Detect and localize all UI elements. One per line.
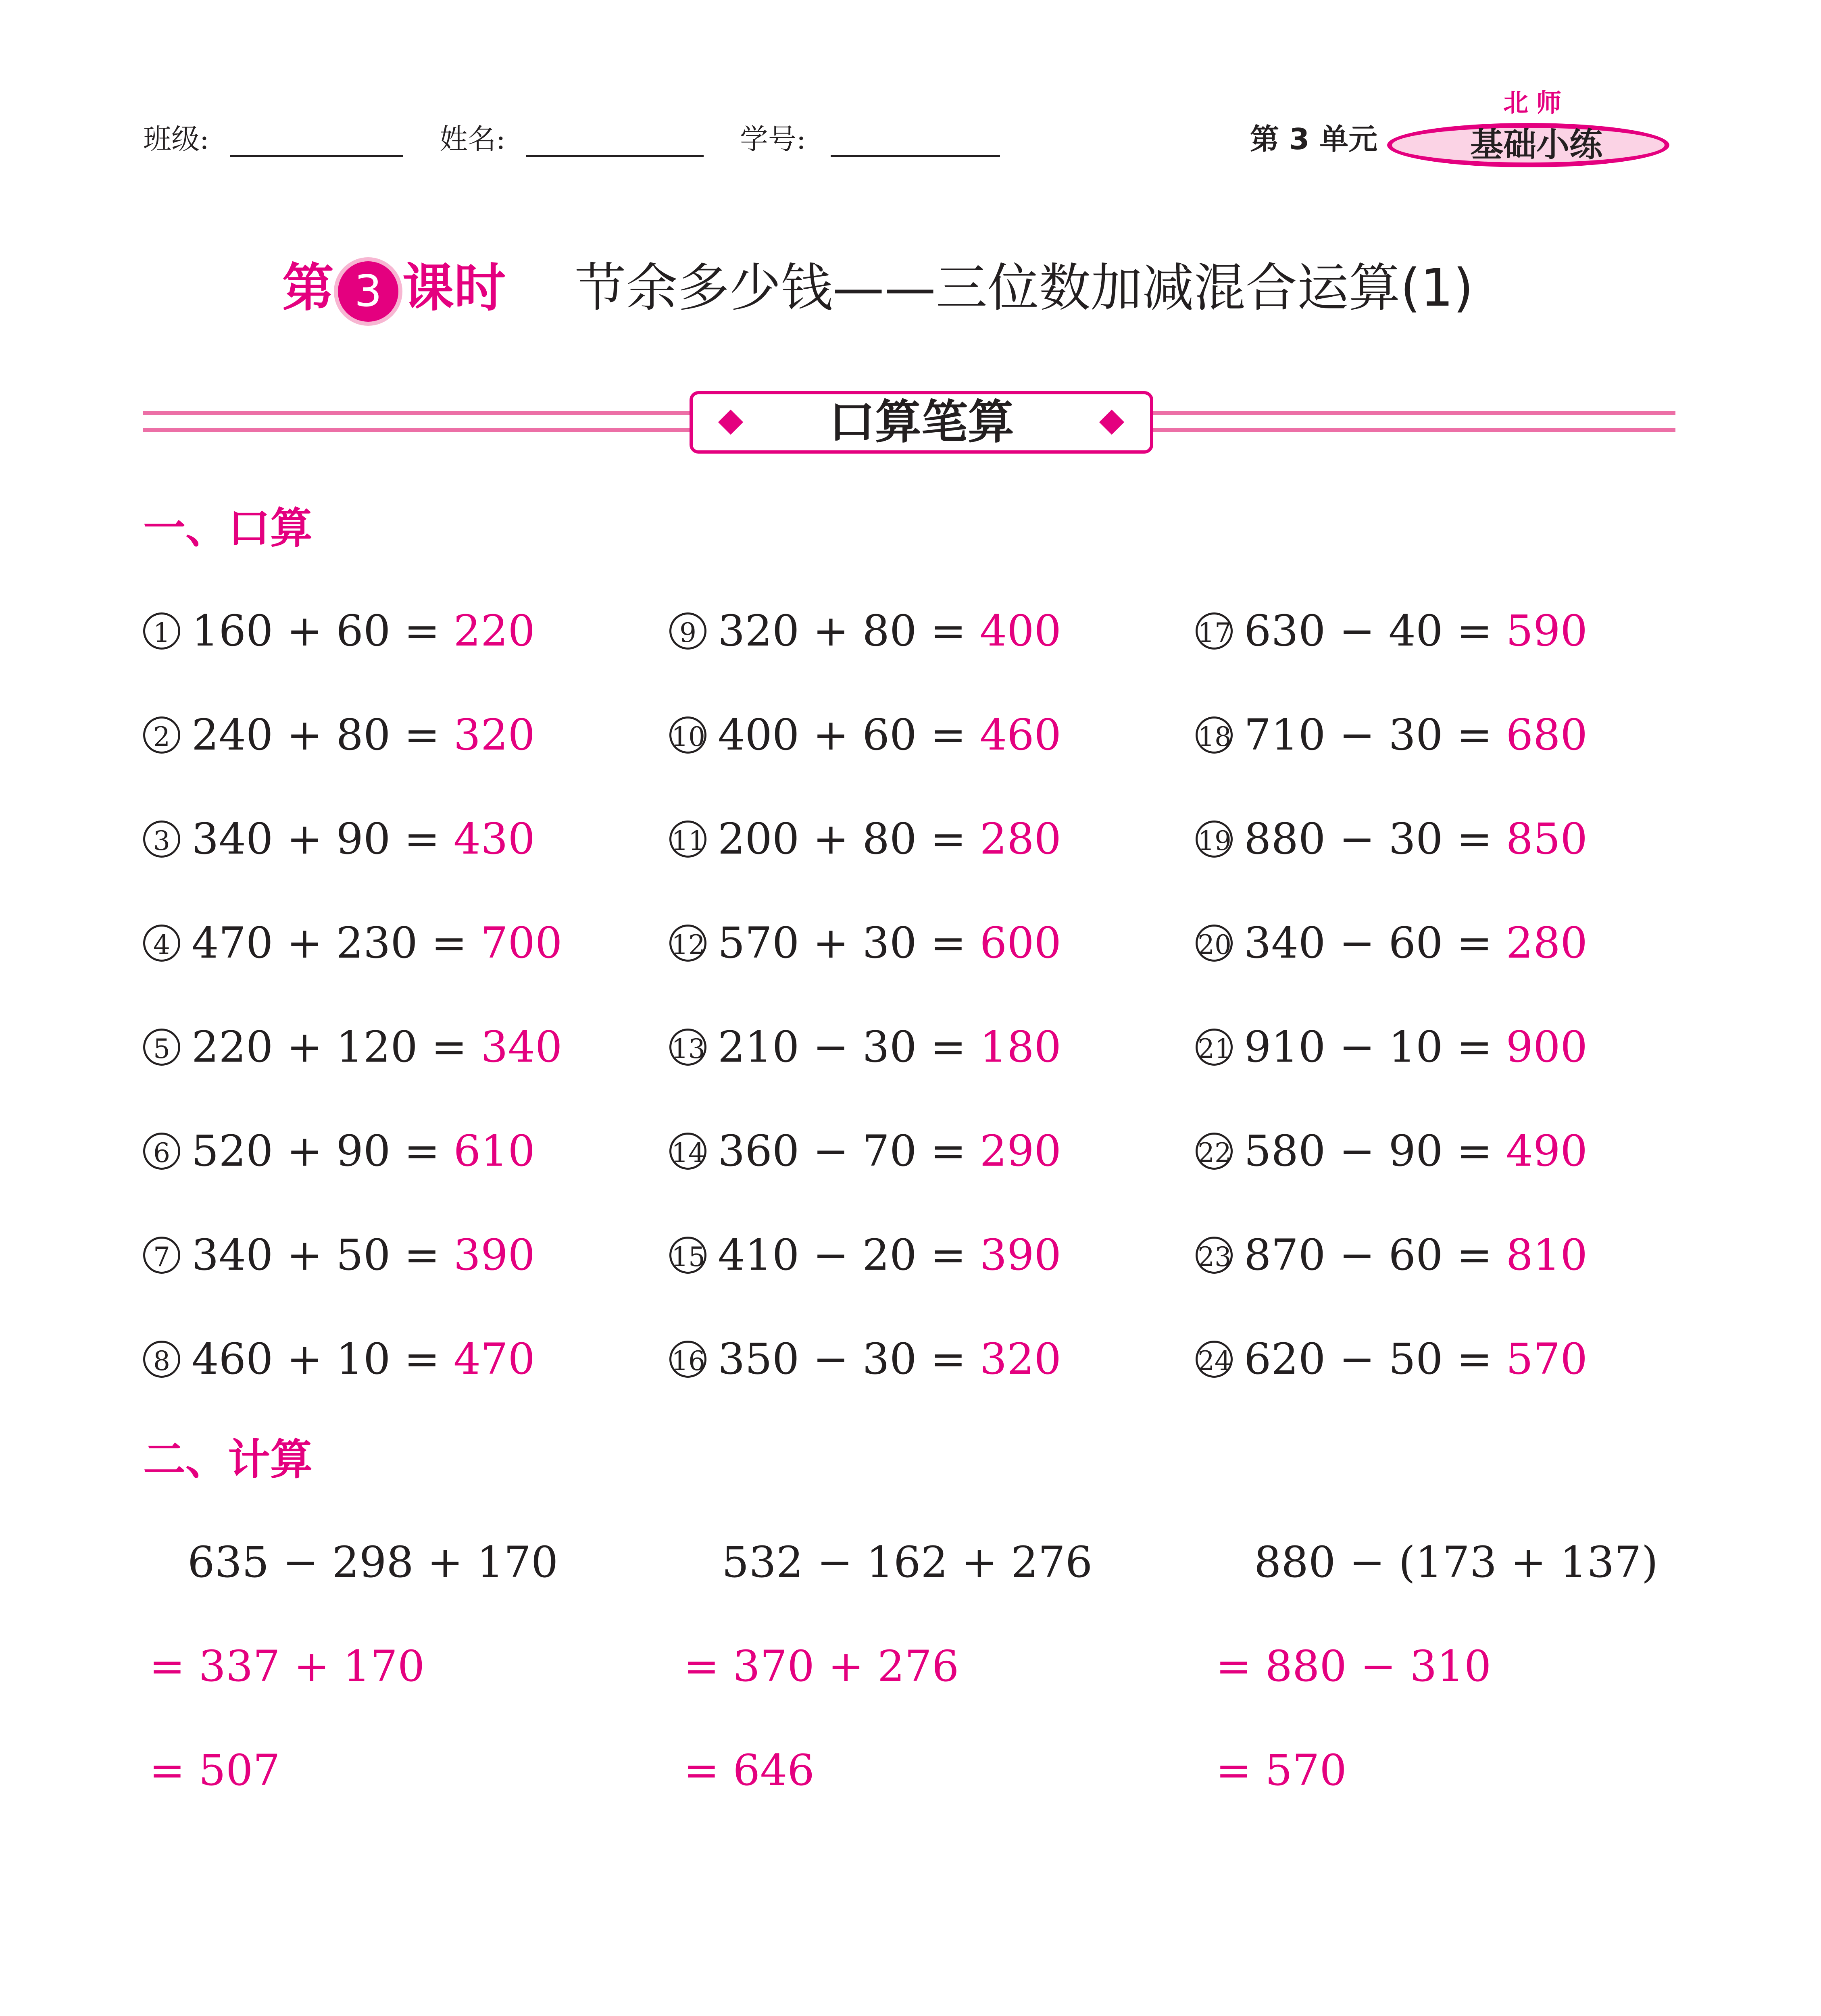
mental-item xyxy=(143,1333,535,1385)
item-expression: 320 + 80 = xyxy=(718,606,966,656)
item-expression: 340 − 60 = xyxy=(1244,918,1492,968)
item-expression: 160 + 60 = xyxy=(192,606,440,656)
mental-item xyxy=(143,1021,562,1073)
item-expression: 200 + 80 = xyxy=(718,814,966,864)
item-answer: 610 xyxy=(453,1126,535,1176)
page-title xyxy=(282,252,1473,325)
mental-item xyxy=(669,1333,1061,1385)
item-number: 10 xyxy=(669,716,706,754)
item-number: 24 xyxy=(1196,1341,1233,1378)
item-expression: 340 + 50 = xyxy=(192,1230,440,1280)
item-number: 8 xyxy=(143,1341,180,1378)
item-expression: 400 + 60 = xyxy=(718,710,966,760)
item-answer: 600 xyxy=(979,918,1061,968)
lesson-suffix: 课时 xyxy=(402,258,506,318)
brand-name: 基础小练 xyxy=(1470,126,1602,164)
item-number: 4 xyxy=(143,925,180,962)
mental-item xyxy=(1196,709,1588,761)
item-expression: 710 − 30 = xyxy=(1244,710,1492,760)
item-number: 3 xyxy=(143,821,180,858)
item-number: 17 xyxy=(1196,612,1233,650)
item-number: 2 xyxy=(143,716,180,754)
student-id-field[interactable] xyxy=(831,155,1000,157)
mental-item xyxy=(1196,1021,1588,1073)
item-answer: 220 xyxy=(453,606,535,656)
mental-item xyxy=(143,1125,535,1177)
item-expression: 210 − 30 = xyxy=(718,1022,966,1072)
item-answer: 430 xyxy=(453,814,535,864)
calc-expression: 880 − (173 + 137) xyxy=(1254,1537,1658,1587)
item-answer: 590 xyxy=(1506,606,1588,656)
item-answer: 490 xyxy=(1506,1126,1588,1176)
item-expression: 630 − 40 = xyxy=(1244,606,1492,656)
item-number: 14 xyxy=(669,1133,706,1170)
item-number: 16 xyxy=(669,1341,706,1378)
item-answer: 850 xyxy=(1506,814,1588,864)
calc-step: = 370 + 276 xyxy=(683,1641,959,1691)
calc-result: = 646 xyxy=(683,1745,815,1795)
mental-item xyxy=(1196,1125,1588,1177)
mental-item xyxy=(669,709,1061,761)
item-number: 13 xyxy=(669,1029,706,1066)
mental-item xyxy=(1196,917,1588,969)
item-number: 6 xyxy=(143,1133,180,1170)
item-number: 5 xyxy=(143,1029,180,1066)
item-expression: 470 + 230 = xyxy=(192,918,467,968)
item-number: 1 xyxy=(143,612,180,650)
item-answer: 320 xyxy=(979,1334,1061,1384)
mental-item xyxy=(143,1229,535,1281)
item-expression: 220 + 120 = xyxy=(192,1022,467,1072)
item-answer: 320 xyxy=(453,710,535,760)
mental-item xyxy=(1196,1333,1588,1385)
item-answer: 900 xyxy=(1506,1022,1588,1072)
calc-expression: 532 − 162 + 276 xyxy=(722,1537,1093,1587)
brand-top-text: 北师 xyxy=(1503,88,1569,117)
item-answer: 700 xyxy=(481,918,563,968)
item-answer: 570 xyxy=(1506,1334,1588,1384)
mental-item xyxy=(669,1021,1061,1073)
item-answer: 280 xyxy=(979,814,1061,864)
item-answer: 460 xyxy=(979,710,1061,760)
item-expression: 410 − 20 = xyxy=(718,1230,966,1280)
mental-item xyxy=(143,709,535,761)
item-answer: 340 xyxy=(481,1022,563,1072)
item-number: 20 xyxy=(1196,925,1233,962)
item-number: 11 xyxy=(669,821,706,858)
mental-item xyxy=(669,605,1061,657)
item-answer: 400 xyxy=(979,606,1061,656)
calc-result: = 570 xyxy=(1216,1745,1347,1795)
section2-heading: 二、计算 xyxy=(143,1435,313,1484)
unit-label: 第 3 单元 xyxy=(1250,122,1378,156)
class-field[interactable] xyxy=(230,155,403,157)
item-answer: 290 xyxy=(979,1126,1061,1176)
item-answer: 180 xyxy=(979,1022,1061,1072)
lesson-prefix: 第 xyxy=(282,258,334,318)
calc-expression: 635 − 298 + 170 xyxy=(188,1537,558,1587)
lesson-number-badge: 3 xyxy=(338,261,398,322)
item-number: 15 xyxy=(669,1237,706,1274)
class-label: 班级: xyxy=(143,123,209,156)
item-expression: 350 − 30 = xyxy=(718,1334,966,1384)
item-answer: 390 xyxy=(453,1230,535,1280)
item-expression: 340 + 90 = xyxy=(192,814,440,864)
calc-result: = 507 xyxy=(149,1745,280,1795)
item-answer: 390 xyxy=(979,1230,1061,1280)
item-expression: 620 − 50 = xyxy=(1244,1334,1492,1384)
item-expression: 240 + 80 = xyxy=(192,710,440,760)
item-answer: 810 xyxy=(1506,1230,1588,1280)
calc-step: = 880 − 310 xyxy=(1216,1641,1492,1691)
mental-item xyxy=(1196,813,1588,865)
lesson-topic: 节余多少钱——三位数加减混合运算(1) xyxy=(574,258,1474,318)
item-number: 7 xyxy=(143,1237,180,1274)
item-number: 12 xyxy=(669,925,706,962)
banner-title: 口算笔算 xyxy=(828,395,1014,449)
mental-item xyxy=(143,605,535,657)
item-number: 18 xyxy=(1196,716,1233,754)
item-answer: 680 xyxy=(1506,710,1588,760)
item-expression: 460 + 10 = xyxy=(192,1334,440,1384)
item-expression: 360 − 70 = xyxy=(718,1126,966,1176)
item-expression: 580 − 90 = xyxy=(1244,1126,1492,1176)
item-number: 9 xyxy=(669,612,706,650)
item-answer: 470 xyxy=(453,1334,535,1384)
mental-item xyxy=(1196,605,1588,657)
mental-item xyxy=(143,813,535,865)
item-expression: 910 − 10 = xyxy=(1244,1022,1492,1072)
mental-item xyxy=(669,813,1061,865)
item-expression: 570 + 30 = xyxy=(718,918,966,968)
name-label: 姓名: xyxy=(440,123,506,156)
mental-item xyxy=(669,1229,1061,1281)
item-number: 23 xyxy=(1196,1237,1233,1274)
mental-item xyxy=(669,1125,1061,1177)
item-answer: 280 xyxy=(1506,918,1588,968)
mental-item xyxy=(143,917,562,969)
item-number: 19 xyxy=(1196,821,1233,858)
calc-step: = 337 + 170 xyxy=(149,1641,425,1691)
mental-item xyxy=(1196,1229,1588,1281)
section1-heading: 一、口算 xyxy=(143,504,313,553)
item-number: 22 xyxy=(1196,1133,1233,1170)
mental-item xyxy=(669,917,1061,969)
item-number: 21 xyxy=(1196,1029,1233,1066)
name-field[interactable] xyxy=(526,155,704,157)
item-expression: 870 − 60 = xyxy=(1244,1230,1492,1280)
student-id-label: 学号: xyxy=(740,123,806,156)
item-expression: 520 + 90 = xyxy=(192,1126,440,1176)
item-expression: 880 − 30 = xyxy=(1244,814,1492,864)
